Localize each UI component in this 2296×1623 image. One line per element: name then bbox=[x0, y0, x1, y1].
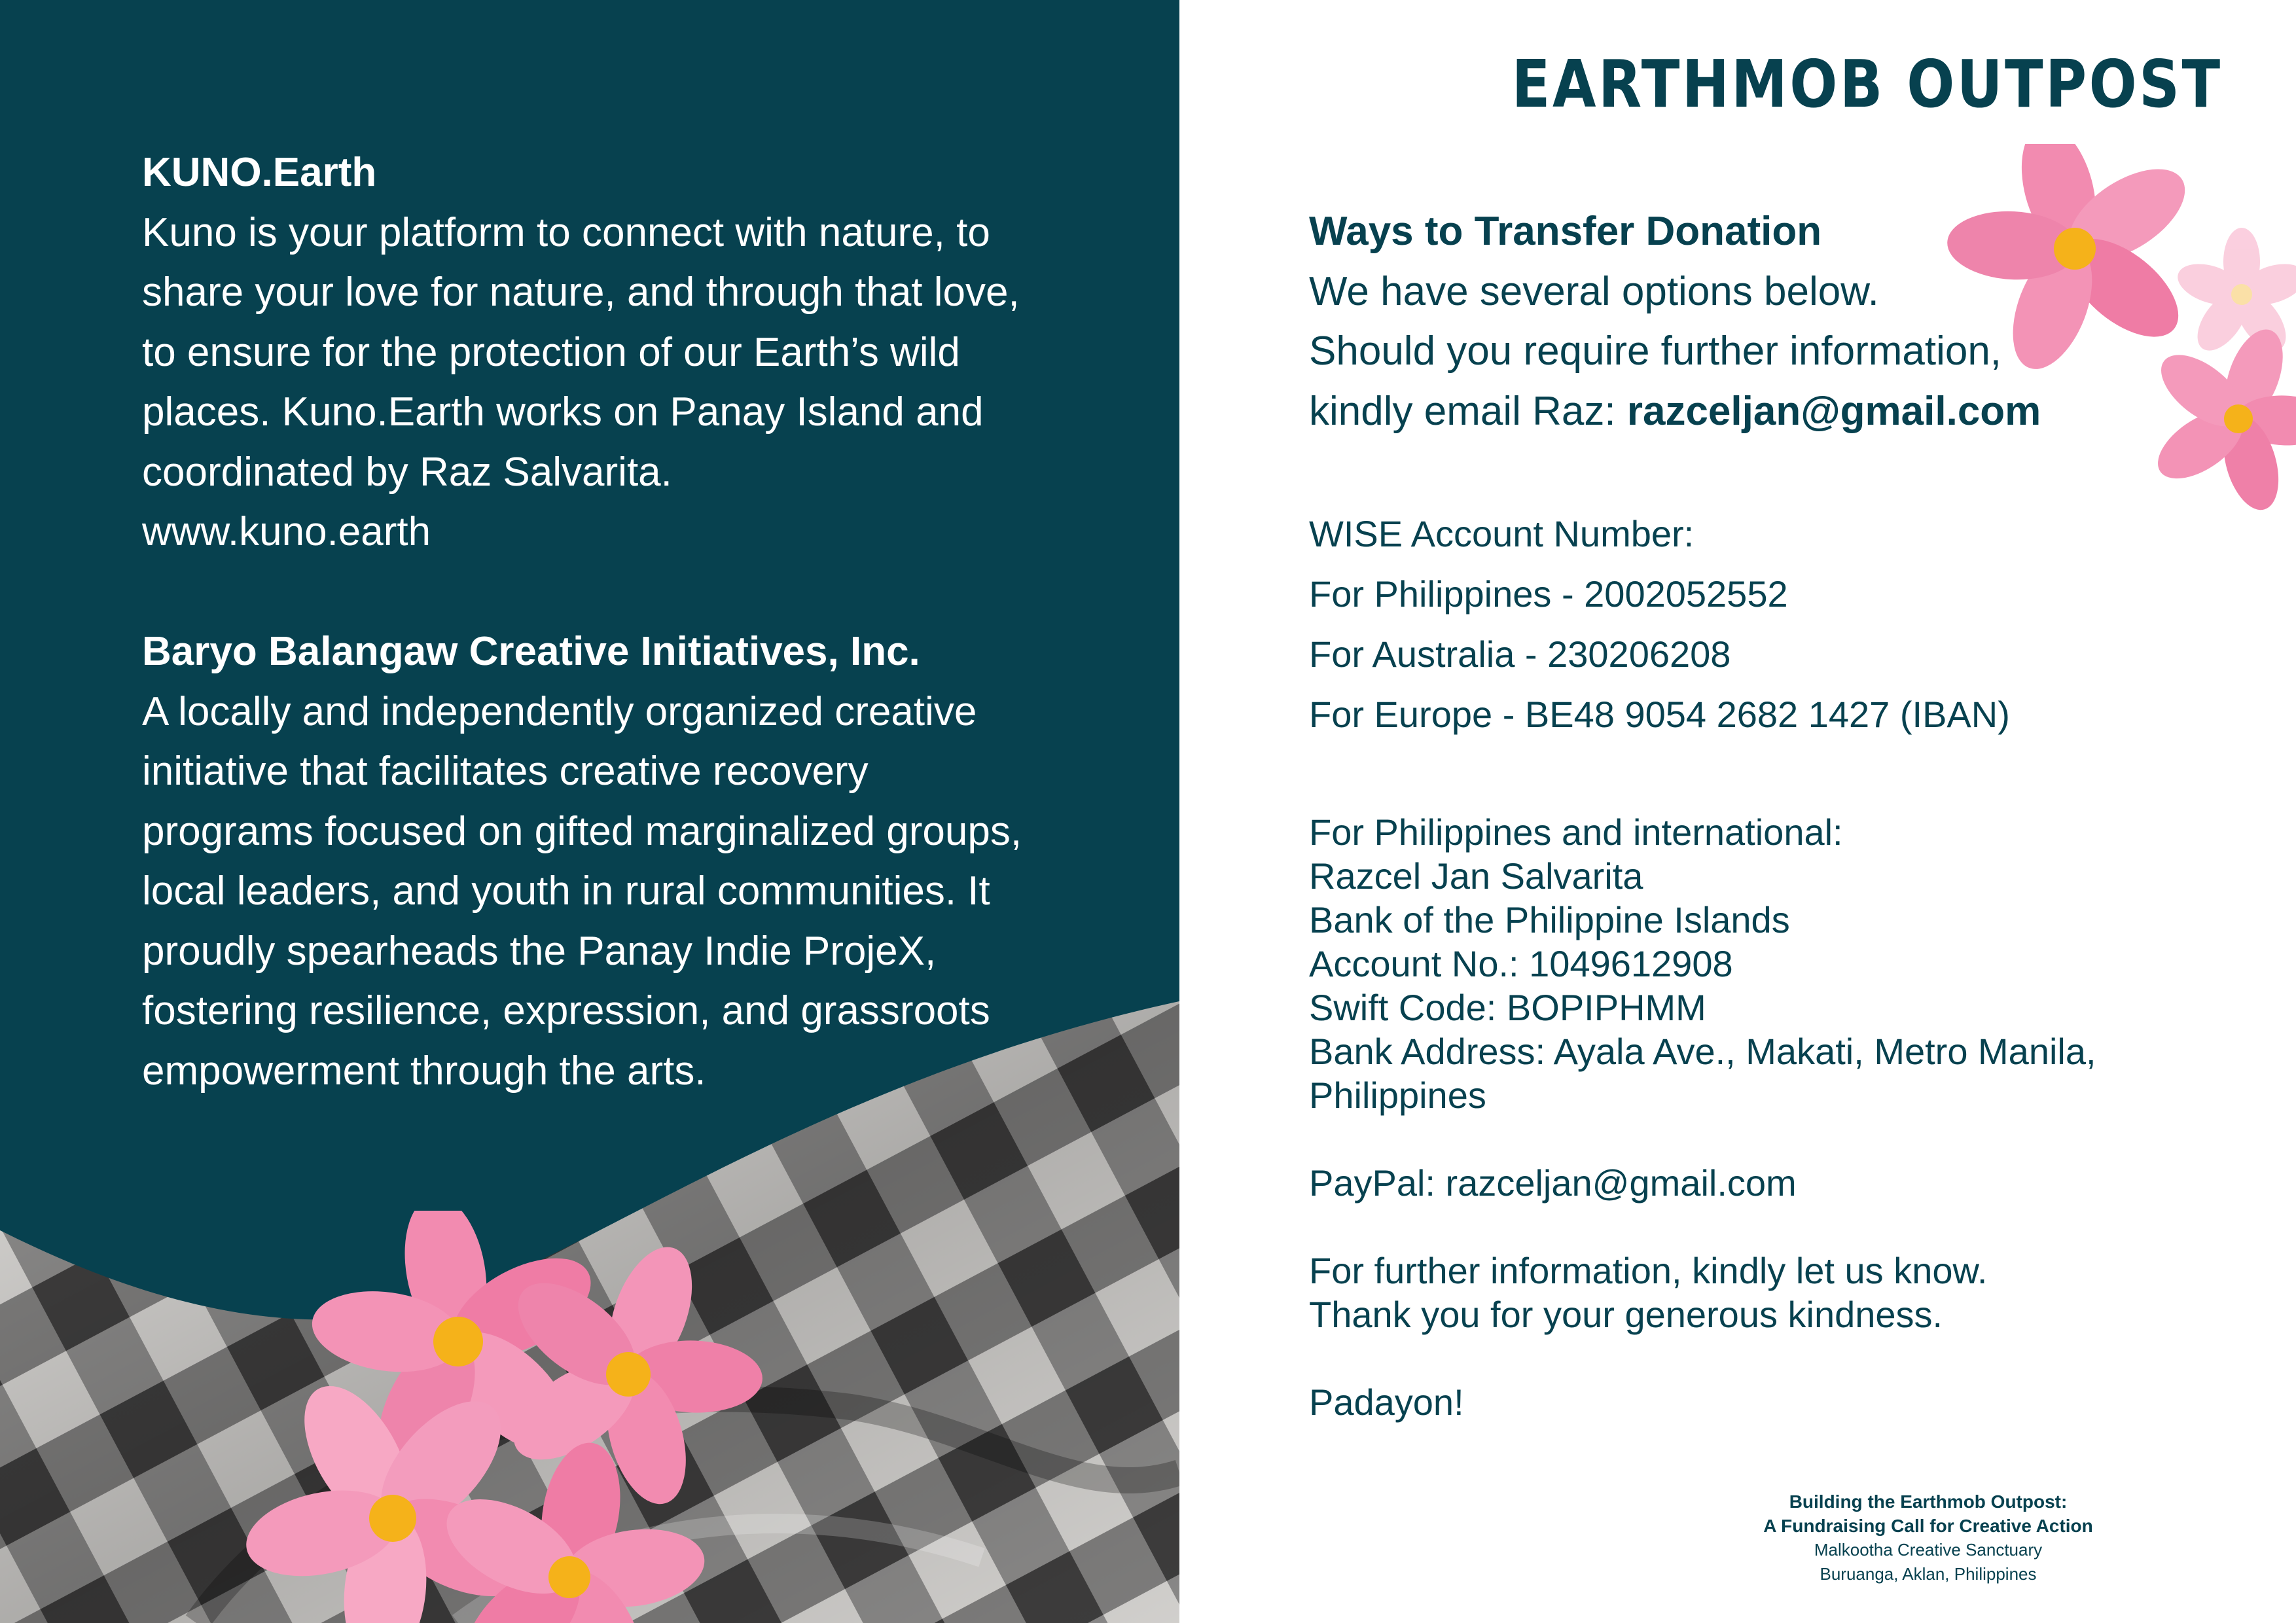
baryo-line: fostering resilience, expression, and grassroots bbox=[142, 988, 990, 1033]
footer bbox=[1634, 1489, 2223, 1586]
footer-place: Malkootha Creative Sanctuary bbox=[1814, 1540, 2043, 1560]
bank-address: Bank Address: Ayala Ave., Makati, Metro Manila, bbox=[1309, 1031, 2096, 1072]
paypal-line[interactable]: PayPal: razceljan@gmail.com bbox=[1309, 1162, 1797, 1204]
baryo-line: A locally and independently organized creative bbox=[142, 688, 977, 734]
swift-code: Swift Code: BOPIPHMM bbox=[1309, 987, 1706, 1028]
wise-accounts bbox=[1309, 504, 2160, 745]
account-holder: Razcel Jan Salvarita bbox=[1309, 855, 1643, 897]
bank-details bbox=[1309, 810, 2225, 1424]
wise-australia: For Australia - 230206208 bbox=[1309, 633, 1731, 675]
kuno-heading: KUNO.Earth bbox=[142, 150, 377, 195]
kuno-line: coordinated by Raz Salvarita. bbox=[142, 449, 672, 495]
kuno-line: to ensure for the protection of our Earth’s wild bbox=[142, 329, 960, 375]
intro-line: Should you require further information, bbox=[1309, 329, 2002, 374]
signoff: Padayon! bbox=[1309, 1382, 1464, 1423]
brand-title: EARTHMOB OUTPOST bbox=[1512, 46, 2223, 122]
baryo-heading: Baryo Balangaw Creative Initiatives, Inc. bbox=[142, 629, 920, 674]
contact-email-link[interactable]: razceljan@gmail.com bbox=[1626, 388, 2041, 434]
bank-address-country: Philippines bbox=[1309, 1075, 1486, 1116]
donation-heading: Ways to Transfer Donation bbox=[1309, 209, 1822, 254]
kuno-line: Kuno is your platform to connect with nature, to bbox=[142, 209, 990, 255]
baryo-line: programs focused on gifted marginalized groups, bbox=[142, 808, 1022, 854]
donation-intro bbox=[1309, 202, 2225, 441]
intro-line: We have several options below. bbox=[1309, 268, 1879, 314]
footer-location: Buruanga, Aklan, Philippines bbox=[1820, 1564, 2037, 1584]
left-text-block bbox=[142, 143, 1137, 1101]
further-info: For further information, kindly let us know. bbox=[1309, 1250, 1988, 1291]
baryo-line: local leaders, and youth in rural communities. It bbox=[142, 868, 990, 914]
baryo-line: empowerment through the arts. bbox=[142, 1048, 706, 1094]
kuno-line: share your love for nature, and through that love, bbox=[142, 270, 1020, 315]
kuno-website: www.kuno.earth bbox=[142, 509, 431, 554]
wise-title: WISE Account Number: bbox=[1309, 513, 1695, 554]
baryo-line: initiative that facilitates creative recovery bbox=[142, 749, 869, 794]
footer-subtitle: A Fundraising Call for Creative Action bbox=[1763, 1516, 2093, 1536]
baryo-line: proudly spearheads the Panay Indie ProjeX, bbox=[142, 928, 937, 974]
intro-prefix: kindly email Raz: bbox=[1309, 388, 1627, 434]
intro-line-email bbox=[1309, 382, 2225, 442]
account-number: Account No.: 1049612908 bbox=[1309, 943, 1733, 984]
bank-name: Bank of the Philippine Islands bbox=[1309, 899, 1790, 940]
wise-europe: For Europe - BE48 9054 2682 1427 (IBAN) bbox=[1309, 694, 2010, 735]
bank-intro: For Philippines and international: bbox=[1309, 812, 1843, 853]
plumeria-flowers-bottom bbox=[242, 1211, 831, 1623]
kuno-line: places. Kuno.Earth works on Panay Island and bbox=[142, 389, 984, 435]
footer-title: Building the Earthmob Outpost: bbox=[1789, 1491, 2068, 1512]
thanks-line: Thank you for your generous kindness. bbox=[1309, 1294, 1943, 1335]
wise-philippines: For Philippines - 2002052552 bbox=[1309, 573, 1788, 615]
